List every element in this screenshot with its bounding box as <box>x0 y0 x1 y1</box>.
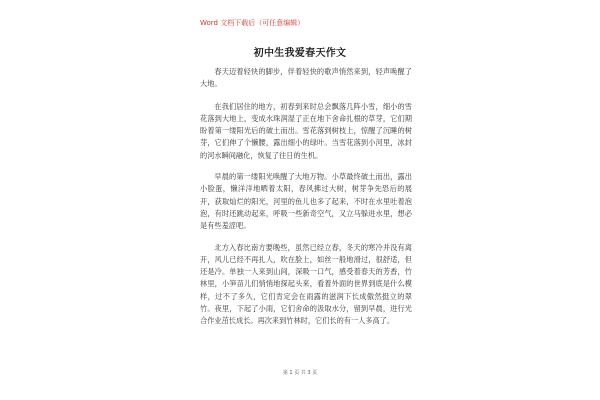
paragraph-3: 早晨的第一缕阳光唤醒了大地万物。小草最终破土而出，露出小脸蛋，懒洋洋地晒着太阳，春风拂过大树，树芽争先恐后的展开，获取灿烂的阳光，河里的鱼儿也多了起来，不时在水里吐着泡泡，有时还跳动起来，呼吸一些新奇空气，又立马躲进水里，想必是有些羞涩吧。 <box>200 172 412 231</box>
paragraph-4: 北方入春比南方要晚些，虽然已经立春，冬天的寒冷并没有离开，风儿已经不再扎人，吹在脸上，如丝一般地滑过，很舒适，但还是冷。单独一人来到山间，深吸一口气，感受着春天的芳香，竹林里，小笋苗儿们悄悄地探起头来，看着外面的世界到底是什么模样，过不了多久，它们肯定会在雨露的滋润下长成傲然挺立的翠竹。夜里，下起了小雨，它们舍命的汲取水分，留到早晨，进行光合作业茁长成长。再次来到竹林时，它们长的有一人多高了。 <box>200 242 412 326</box>
document-body <box>200 66 412 337</box>
page-number: 第 1 页 共 3 页 <box>282 370 318 376</box>
paragraph-2: 在我们居住的地方，初春到来时总会飘落几阵小雪，细小的雪花落到大地上，变成水珠润湿了正在地下舍命扎根的草芽，它们期盼着第一缕阳光后的破土而出。雪花落到树枝上，惊醒了沉睡的树芽，它们伸了个懒腰，露出细小的绿叶。当雪花落到小河里，冰封的河水瞬间融化，恢复了往日的生机。 <box>200 101 412 160</box>
download-note: Word 文档下载后（可任意编辑） <box>200 19 305 27</box>
paragraph-1: 春天迈着轻快的脚步，伴着轻快的歌声悄然来到，轻声唤醒了大地。 <box>200 67 412 89</box>
document-title: 初中生我爱春天作文 <box>253 48 347 59</box>
